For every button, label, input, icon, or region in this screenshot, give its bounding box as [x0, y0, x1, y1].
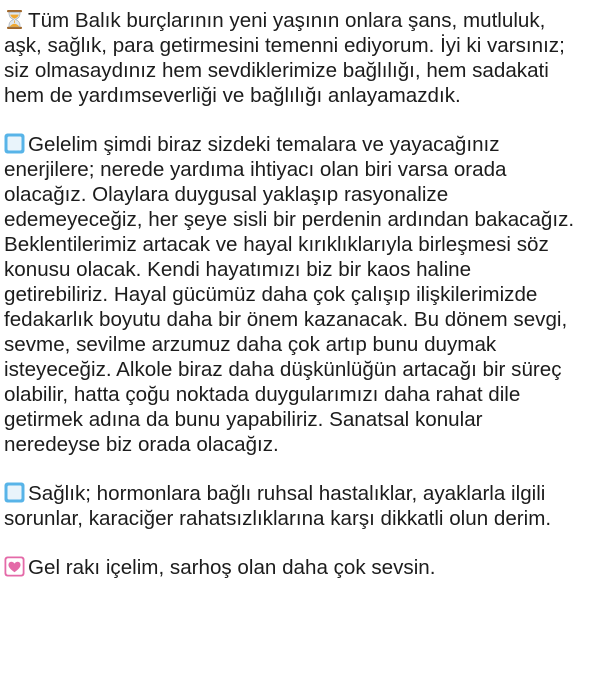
text-line: edemeyeceğiz, her şeye sisli bir perdenin ardından bakacağız. — [4, 208, 575, 231]
paragraph-health — [4, 481, 596, 531]
line-text: Gelelim şimdi biraz sizdeki temalara ve yayacağınız — [28, 133, 500, 156]
text-line — [4, 8, 596, 33]
text-line: olacağız. Olaylara duygusal yaklaşıp rasyonalize — [4, 183, 449, 206]
hourglass-icon — [4, 9, 25, 30]
text-line: konusu olacak. Kendi hayatımızı biz bir kaos haline — [4, 258, 472, 281]
text-line: neredeyse biz orada olacağız. — [4, 433, 279, 456]
text-line: aşk, sağlık, para getirmesini temenni ediyorum. İyi ki varsınız; — [4, 34, 565, 57]
text-line — [4, 132, 596, 157]
paragraph-themes-energies — [4, 132, 596, 457]
text-line: isteyeceğiz. Alkole biraz daha düşkünlüğün artacağı bir süreç — [4, 358, 562, 381]
text-line: enerjilere; nerede yardıma ihtiyacı olan biri varsa orada — [4, 158, 507, 181]
blue-square-button-icon — [4, 482, 25, 503]
text-line — [4, 481, 596, 506]
line-text: Tüm Balık burçlarının yeni yaşının onlara şans, mutluluk, — [28, 9, 546, 32]
text-line: fedakarlık boyutu daha bir önem kazanacak. Bu dönem sevgi, — [4, 308, 568, 331]
text-line: olabilir, hatta çoğu noktada duygularımızı daha rahat dile — [4, 383, 521, 406]
text-line: getirebiliriz. Hayal gücümüz daha çok çalışıp ilişkilerimizde — [4, 283, 538, 306]
line-text: Gel rakı içelim, sarhoş olan daha çok sevsin. — [28, 556, 436, 579]
text-line: sevme, sevilme arzumuz daha çok artıp bunu duymak — [4, 333, 497, 356]
paragraph-closing — [4, 555, 596, 580]
tweet-text-body — [4, 8, 596, 580]
heart-square-icon — [4, 556, 25, 577]
line-text: Sağlık; hormonlara bağlı ruhsal hastalıklar, ayaklarla ilgili — [28, 482, 546, 505]
text-line: hem de yardımseverliği ve bağlılığı anlayamazdık. — [4, 84, 461, 107]
text-line: Beklentilerimiz artacak ve hayal kırıklıklarıyla birleşmesi söz — [4, 233, 549, 256]
paragraph-birthday-wishes — [4, 8, 596, 108]
text-line: getirmek adına da bunu yapabiliriz. Sanatsal konular — [4, 408, 483, 431]
text-line: siz olmasaydınız hem sevdiklerimize bağlılığı, hem sadakati — [4, 59, 549, 82]
text-line — [4, 555, 596, 580]
blue-square-button-icon — [4, 133, 25, 154]
text-line: sorunlar, karaciğer rahatsızlıklarına karşı dikkatli olun derim. — [4, 507, 552, 530]
